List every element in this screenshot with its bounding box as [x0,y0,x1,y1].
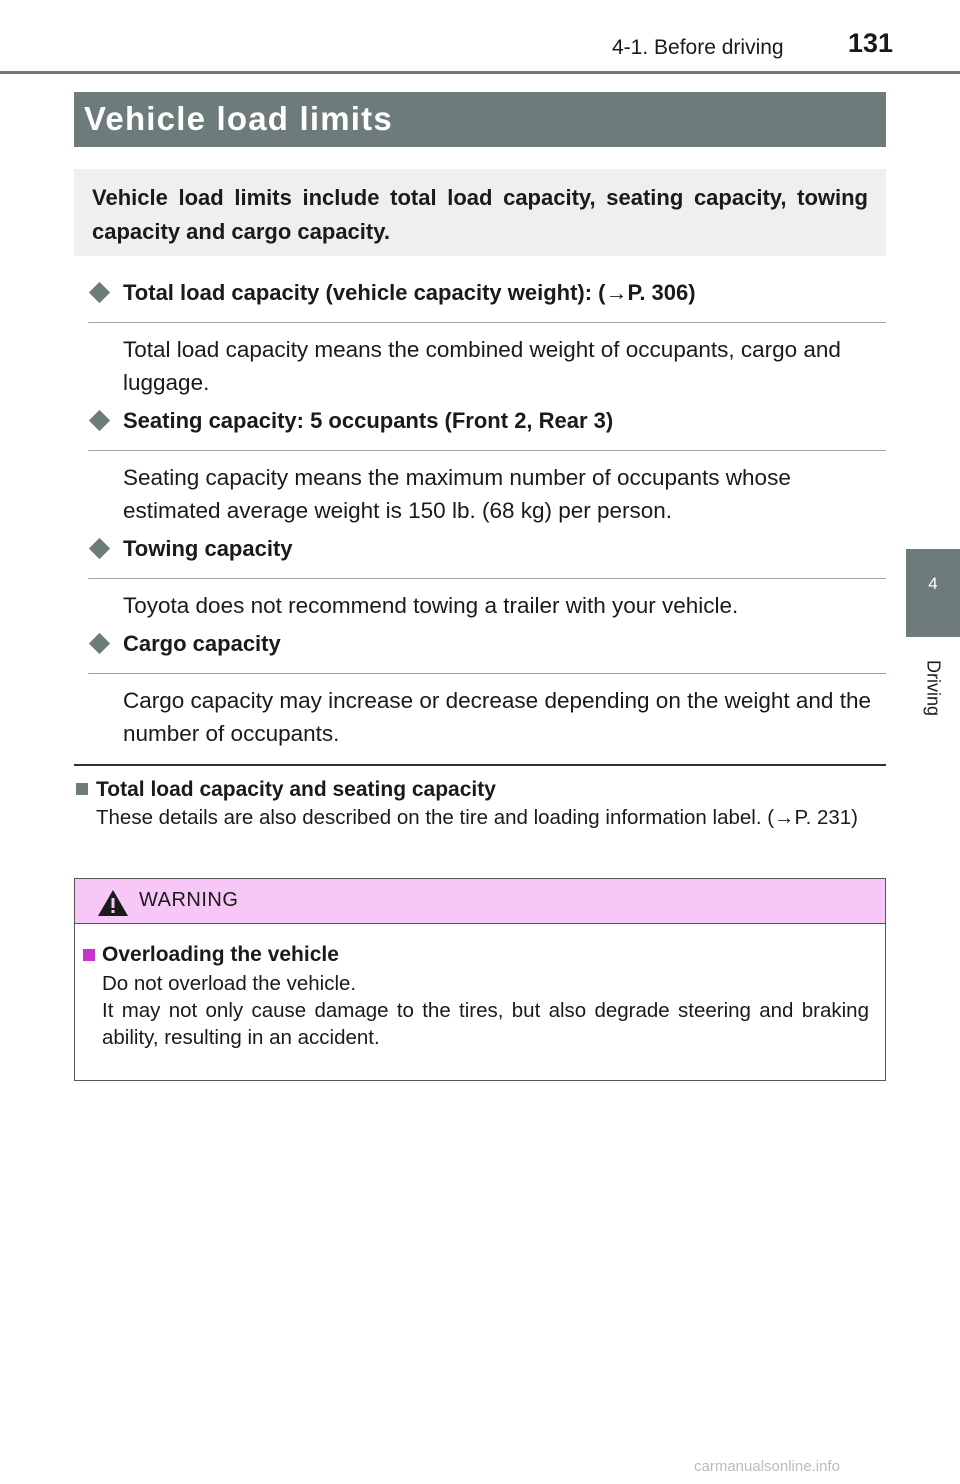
header-rule [0,71,960,74]
note-divider [74,764,886,766]
warning-content [75,924,885,1051]
item-title: Total load capacity (vehicle capacity weight): (→P. 306) [123,280,696,305]
item-body: Toyota does not recommend towing a trailer with your vehicle. [123,593,739,618]
note-section [74,776,886,831]
item-header [88,407,886,451]
item-body: Seating capacity means the maximum number of occupants whose estimated average weight is 150 lb. (68 kg) per person. [123,465,791,523]
warning-header [75,879,885,924]
item-seating-capacity [88,407,886,527]
item-body: Total load capacity means the combined weight of occupants, cargo and luggage. [123,337,841,395]
item-header [88,535,886,579]
warning-triangle-icon [97,889,129,917]
diamond-bullet-icon [89,410,110,431]
square-bullet-icon [83,949,95,961]
page-title: Vehicle load limits [74,92,886,147]
diamond-bullet-icon [89,538,110,559]
section-label: 4-1. Before driving [612,36,784,59]
item-cargo-capacity [88,630,886,750]
warning-line-2: It may not only cause damage to the tires, but also degrade steering and braking ability, resulting in an accident. [102,999,869,1049]
square-bullet-icon [76,783,88,795]
intro-box [74,169,886,256]
chapter-tab[interactable] [906,549,960,637]
item-total-load-capacity [88,279,886,399]
diamond-bullet-icon [89,282,110,303]
item-title: Seating capacity: 5 occupants (Front 2, Rear 3) [123,408,614,433]
warning-title [102,940,869,970]
chapter-number: 4 [928,574,938,593]
item-title: Towing capacity [123,536,293,561]
intro-text: Vehicle load limits include total load capacity, seating capacity, towing capacity and cargo capacity. [92,185,868,244]
diamond-bullet-icon [89,633,110,654]
item-towing-capacity [88,535,886,622]
warning-line-1: Do not overload the vehicle. [102,972,357,995]
item-header [88,630,886,674]
warning-title-text: Overloading the vehicle [102,943,339,966]
item-header [88,279,886,323]
note-title: Total load capacity and seating capacity [96,778,496,801]
warning-label: WARNING [139,889,239,911]
page-number: 131 [848,28,894,58]
footer-watermark: carmanualsonline.info [694,1458,840,1475]
item-title: Cargo capacity [123,631,281,656]
item-body: Cargo capacity may increase or decrease depending on the weight and the number of occupants. [123,688,871,746]
chapter-label: Driving [923,659,944,717]
note-heading [74,776,886,804]
warning-box [74,878,886,1081]
note-body: These details are also described on the tire and loading information label. (→P. 231) [96,806,858,829]
